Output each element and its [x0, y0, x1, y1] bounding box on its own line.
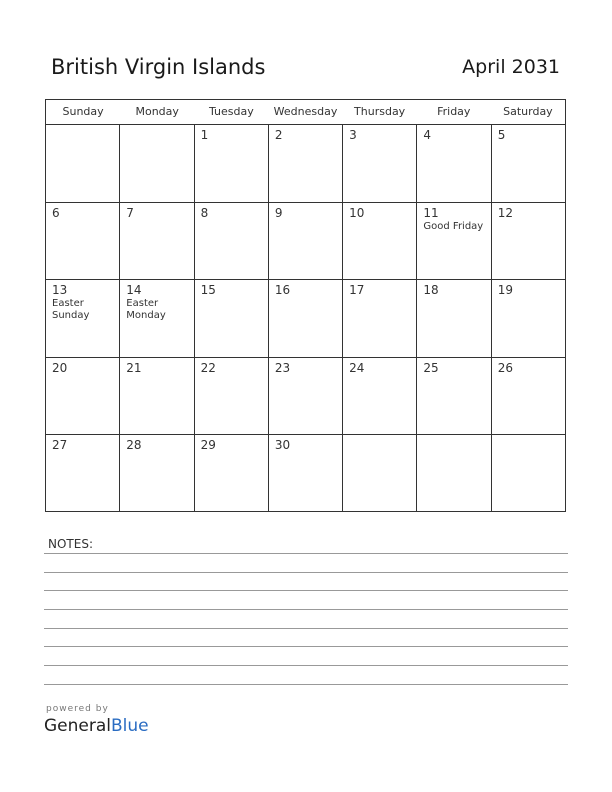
day-number: 19 — [497, 283, 513, 298]
day-number: 22 — [200, 360, 216, 375]
holiday-label: Easter Monday — [126, 298, 166, 322]
day-number: 13 — [52, 283, 68, 298]
note-line — [44, 684, 568, 685]
day-number: 20 — [52, 360, 68, 375]
week-row — [46, 358, 565, 436]
calendar-grid — [45, 99, 566, 512]
weekday-header-row — [46, 100, 565, 125]
day-number: 12 — [497, 205, 513, 220]
week-row — [46, 203, 565, 281]
day-cell — [343, 125, 417, 202]
day-number: 9 — [274, 205, 283, 220]
generalblue-logo[interactable] — [44, 716, 149, 736]
day-cell — [343, 280, 417, 357]
day-cell — [343, 358, 417, 435]
day-cell — [417, 125, 491, 202]
day-cell — [195, 125, 269, 202]
day-cell — [46, 125, 120, 202]
calendar-title: British Virgin Islands — [51, 55, 266, 79]
day-number: 29 — [200, 438, 216, 453]
day-cell — [343, 435, 417, 512]
day-number: 24 — [349, 360, 365, 375]
day-cell — [195, 435, 269, 512]
day-cell — [46, 280, 120, 357]
calendar-weeks — [46, 125, 565, 512]
day-number: 11 — [423, 205, 439, 220]
day-number: 4 — [423, 128, 432, 142]
day-cell — [417, 203, 491, 280]
note-line — [44, 646, 568, 647]
note-line — [44, 553, 568, 554]
week-row — [46, 435, 565, 512]
weekday-monday: Monday — [135, 105, 179, 118]
day-cell — [417, 280, 491, 357]
note-line — [44, 609, 568, 610]
day-cell — [120, 203, 194, 280]
day-cell — [269, 358, 343, 435]
note-line — [44, 665, 568, 666]
calendar-month: April 2031 — [462, 56, 560, 78]
day-number: 25 — [423, 360, 439, 375]
weekday-saturday: Saturday — [503, 105, 553, 118]
day-cell — [46, 358, 120, 435]
day-number: 16 — [274, 283, 291, 298]
day-cell — [269, 125, 343, 202]
notes-label: NOTES: — [48, 537, 93, 551]
day-cell — [492, 203, 565, 280]
day-number: 18 — [423, 283, 439, 298]
holiday-label: Good Friday — [423, 220, 484, 232]
day-number: 6 — [52, 205, 60, 220]
day-number: 15 — [200, 283, 216, 298]
day-cell — [195, 280, 269, 357]
week-row — [46, 125, 565, 203]
day-cell — [120, 435, 194, 512]
day-cell — [417, 358, 491, 435]
day-number: 17 — [349, 283, 365, 298]
day-cell — [195, 203, 269, 280]
day-cell — [492, 125, 565, 202]
day-number: 26 — [497, 360, 513, 375]
day-number: 2 — [274, 128, 283, 142]
day-number: 1 — [200, 128, 209, 142]
holiday-label: Easter Sunday — [52, 298, 90, 322]
weekday-tuesday: Tuesday — [208, 105, 254, 118]
day-number: 5 — [497, 128, 506, 142]
weekday-sunday: Sunday — [62, 105, 104, 118]
day-cell — [492, 435, 565, 512]
weekday-friday: Friday — [437, 105, 471, 118]
day-cell — [269, 203, 343, 280]
day-cell — [417, 435, 491, 512]
day-number: 8 — [200, 205, 209, 220]
day-cell — [120, 358, 194, 435]
day-cell — [492, 280, 565, 357]
day-number: 7 — [126, 205, 134, 220]
day-number: 30 — [274, 438, 291, 453]
day-cell — [120, 280, 194, 357]
note-line — [44, 590, 568, 591]
day-cell — [269, 435, 343, 512]
day-cell — [46, 435, 120, 512]
day-cell — [120, 125, 194, 202]
powered-by-text: powered by — [46, 704, 109, 714]
week-row — [46, 280, 565, 358]
day-cell — [269, 280, 343, 357]
day-number: 10 — [349, 205, 365, 220]
day-cell — [343, 203, 417, 280]
brand-general: General — [44, 716, 111, 736]
day-cell — [46, 203, 120, 280]
day-number: 21 — [126, 360, 142, 375]
day-number: 14 — [126, 283, 142, 298]
brand-blue: Blue — [111, 716, 149, 736]
weekday-wednesday: Wednesday — [273, 105, 338, 118]
day-number: 28 — [126, 438, 142, 453]
day-cell — [492, 358, 565, 435]
weekday-thursday: Thursday — [354, 105, 406, 118]
day-number: 3 — [349, 128, 357, 142]
note-line — [44, 572, 568, 573]
note-line — [44, 628, 568, 629]
day-number: 27 — [52, 438, 68, 453]
day-cell — [195, 358, 269, 435]
day-number: 23 — [274, 360, 291, 375]
